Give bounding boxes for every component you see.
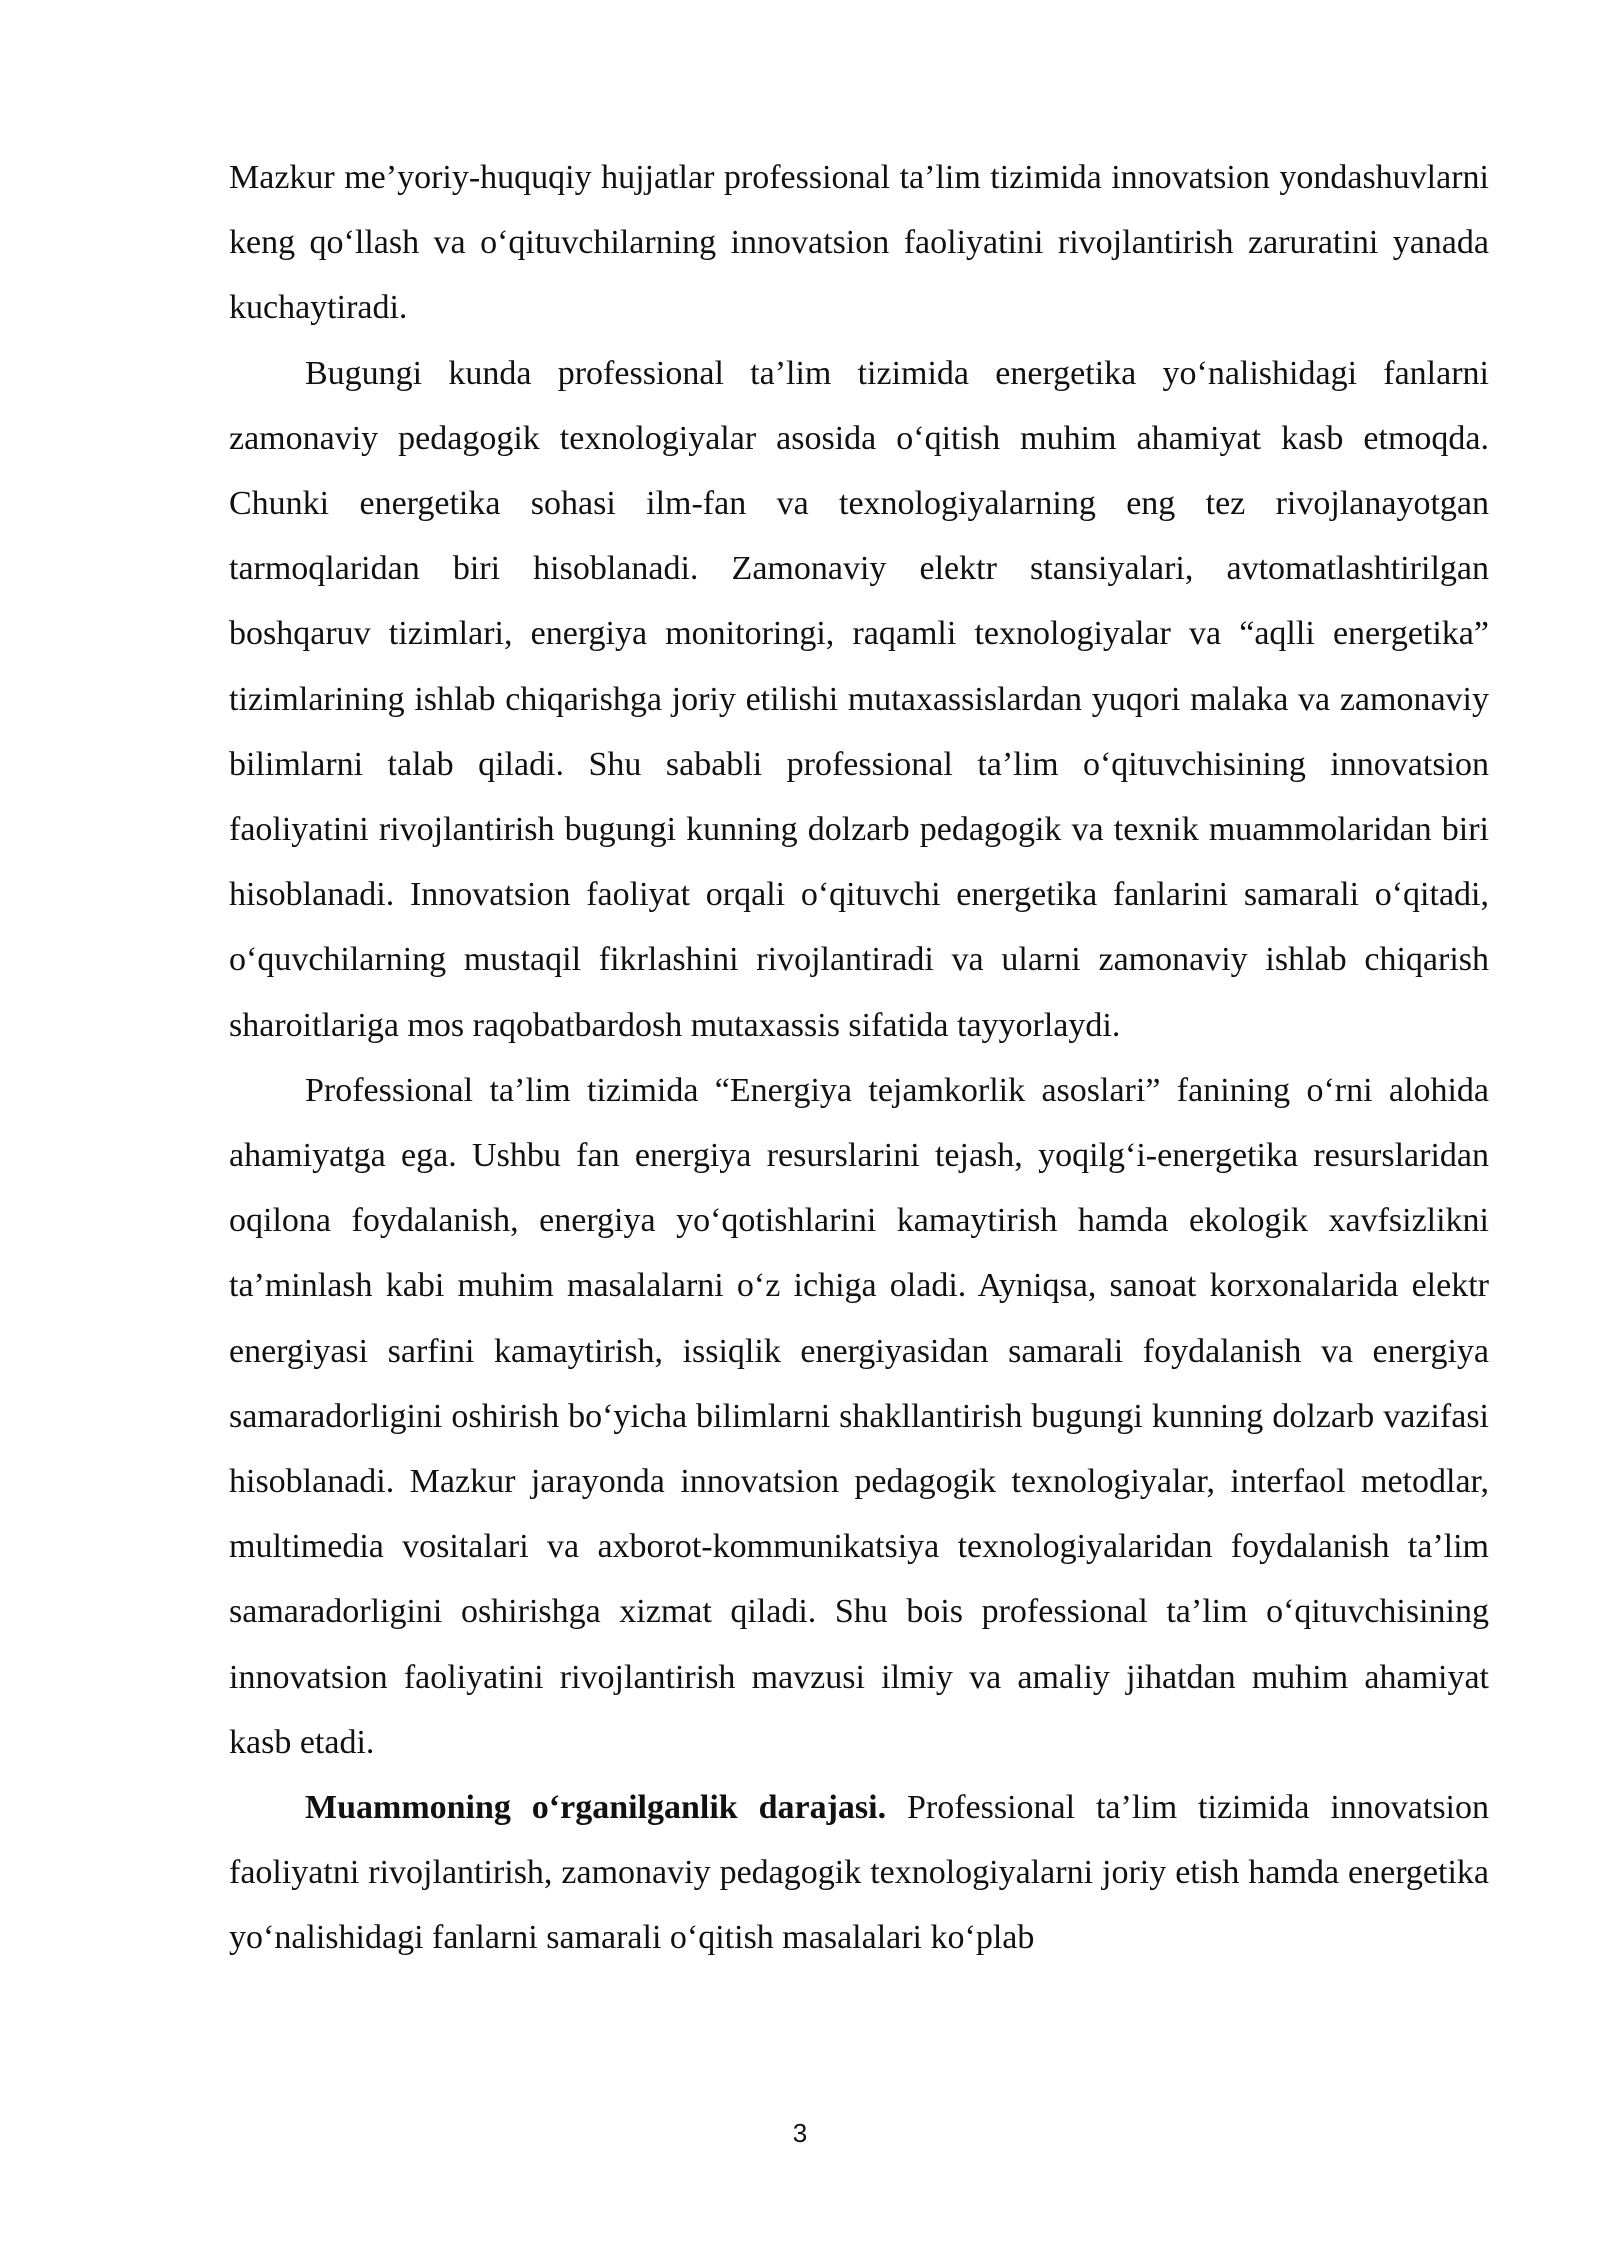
paragraph-1 bbox=[229, 145, 1489, 341]
document-body bbox=[229, 145, 1489, 1971]
paragraph-3 bbox=[229, 1058, 1489, 1775]
paragraph-2-text: Bugungi kunda professional ta’lim tizimida energetika yo‘nalishidagi fanlarni zamonaviy pedagogik texnologiyalar asosida o‘qitish muhim ahamiyat kasb etmoqda. Chunki energetika sohasi ilm-fan va texnologiyalarning eng tez rivojlanayotgan tarmoqlaridan biri hisoblanadi. Zamonaviy elektr stansiyalari, avtomatlashtirilgan boshqaruv tizimlari, energiya monitoringi, raqamli texnologiyalar va “aqlli energetika” tizimlarining ishlab chiqarishga joriy etilishi mutaxassislardan yuqori malaka va zamonaviy bilimlarni talab qiladi. Shu sababli professional ta’lim o‘qituvchisining innovatsion faoliyatini rivojlantirish bugungi kunning dolzarb pedagogik va texnik muammolaridan biri hisoblanadi. Innovatsion faoliyat orqali o‘qituvchi energetika fanlarini samarali o‘qitadi, o‘quvchilarning mustaqil fikrlashini rivojlantiradi va ularni zamonaviy ishlab chiqarish sharoitlariga mos raqobatbardosh mutaxassis sifatida tayyorlaydi. bbox=[229, 354, 1489, 1044]
page-number: 3 bbox=[792, 2118, 808, 2148]
paragraph-3-text: Professional ta’lim tizimida “Energiya tejamkorlik asoslari” fanining o‘rni alohida ahamiyatga ega. Ushbu fan energiya resurslarini tejash, yoqilg‘i-energetika resurslaridan oqilona foydalanish, energiya yo‘qotishlarini kamaytirish hamda ekologik xavfsizlikni ta’minlash kabi muhim masalalarni o‘z ichiga oladi. Ayniqsa, sanoat korxonalarida elektr energiyasi sarfini kamaytirish, issiqlik energiyasidan samarali foydalanish va energiya samaradorligini oshirish bo‘yicha bilimlarni shakllantirish bugungi kunning dolzarb vazifasi hisoblanadi. Mazkur jarayonda innovatsion pedagogik texnologiyalar, interfaol metodlar, multimedia vositalari va axborot-kommunikatsiya texnologiyalaridan foydalanish ta’lim samaradorligini oshirishga xizmat qiladi. Shu bois professional ta’lim o‘qituvchisining innovatsion faoliyatini rivojlantirish mavzusi ilmiy va amaliy jihatdan muhim ahamiyat kasb etadi. bbox=[229, 1071, 1489, 1761]
paragraph-1-text: Mazkur me’yoriy-huquqiy hujjatlar professional ta’lim tizimida innovatsion yondashuvlarni keng qo‘llash va o‘qituvchilarning innovatsion faoliyatini rivojlantirish zaruratini yanada kuchaytiradi. bbox=[229, 159, 1489, 327]
paragraph-2 bbox=[229, 341, 1489, 1058]
paragraph-4 bbox=[229, 1775, 1489, 1971]
paragraph-4-text: Professional ta’lim tizimida innovatsion faoliyatni rivojlantirish, zamonaviy pedagogik texnologiyalarni joriy etish hamda energetika yo‘nalishidagi fanlarni samarali o‘qitish masalalari ko‘plab bbox=[229, 1789, 1489, 1957]
section-heading: Muammoning o‘rganilganlik darajasi. bbox=[305, 1789, 887, 1827]
